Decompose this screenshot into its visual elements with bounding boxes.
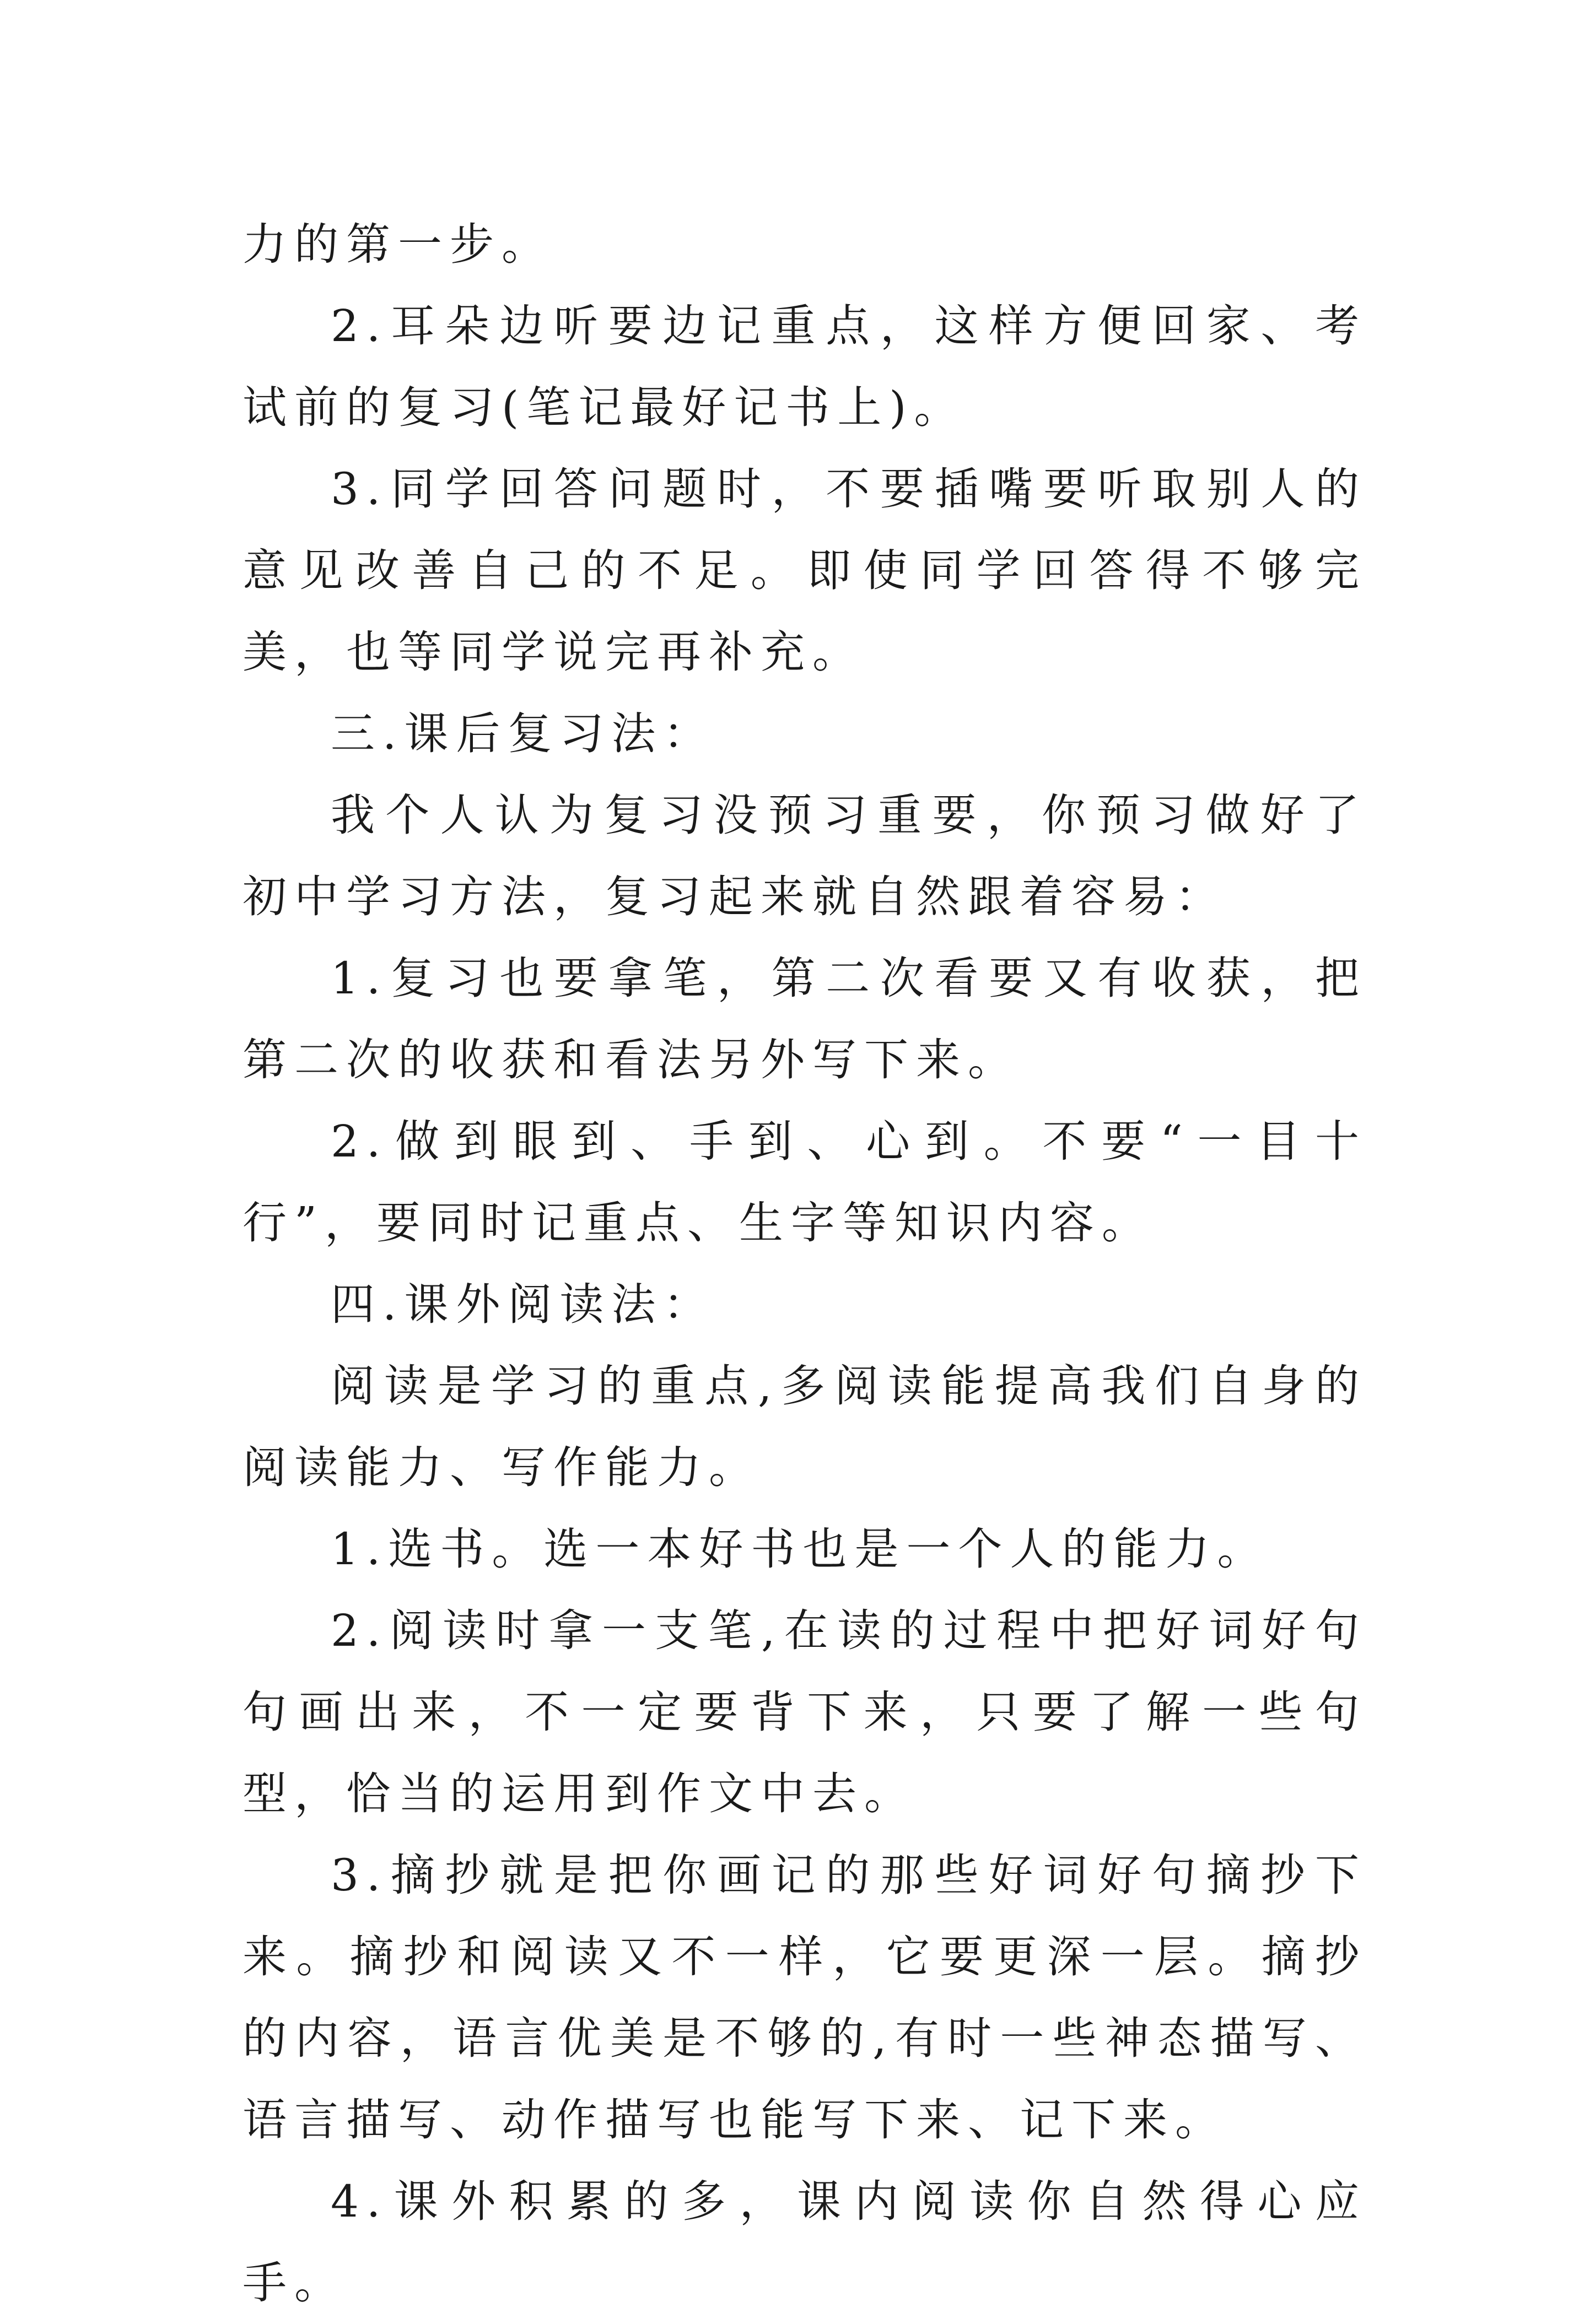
paragraph-continuation: 力的第一步。 [243, 219, 553, 270]
paragraph-review-pen: 1.复习也要拿笔，第二次看要又有收获，把第二次的收获和看法另外写下来。 [243, 953, 1367, 1085]
paragraph-review-intro: 我个人认为复习没预习重要，你预习做好了 初中学习方法，复习起来就自然跟着容易： [243, 790, 1367, 922]
document-body [243, 204, 1367, 2324]
section-heading-reading: 四.课外阅读法： [331, 1279, 715, 1330]
paragraph-review-focus: 2.做到眼到、手到、心到。不要“一目十行”，要同时记重点、生字等知识内容。 [243, 1116, 1367, 1249]
paragraph-reading-intro: 阅读是学习的重点,多阅读能提高我们自身的阅读能力、写作能力。 [243, 1360, 1367, 1493]
paragraph-excerpt: 3.摘抄就是把你画记的那些好词好句摘抄下来。摘抄和阅读又不一样，它要更深一层。摘抄的内容，语言优美是不够的,有时一些神态描写、语言描写、动作描写也能写下来、记下来。 [243, 1850, 1367, 2145]
paragraph-listen-notes: 2.耳朵边听要边记重点，这样方便回家、考试前的复习(笔记最好记书上)。 [243, 300, 1367, 433]
paragraph-choose-book: 1.选书。选一本好书也是一个人的能力。 [331, 1523, 1269, 1575]
paragraph-reading-pen: 2.阅读时拿一支笔,在读的过程中把好词好句句画出来，不一定要背下来，只要了解一些句型，恰当的运用到作文中去。 [243, 1605, 1367, 1819]
section-heading-review: 三.课后复习法： [331, 708, 715, 759]
paragraph-classmates-answer: 3.同学回答问题时，不要插嘴要听取别人的意见改善自己的不足。即使同学回答得不够完美，也等同学说完再补充。 [243, 463, 1367, 678]
paragraph-accumulate: 4.课外积累的多，课内阅读你自然得心应手。 [243, 2176, 1367, 2309]
